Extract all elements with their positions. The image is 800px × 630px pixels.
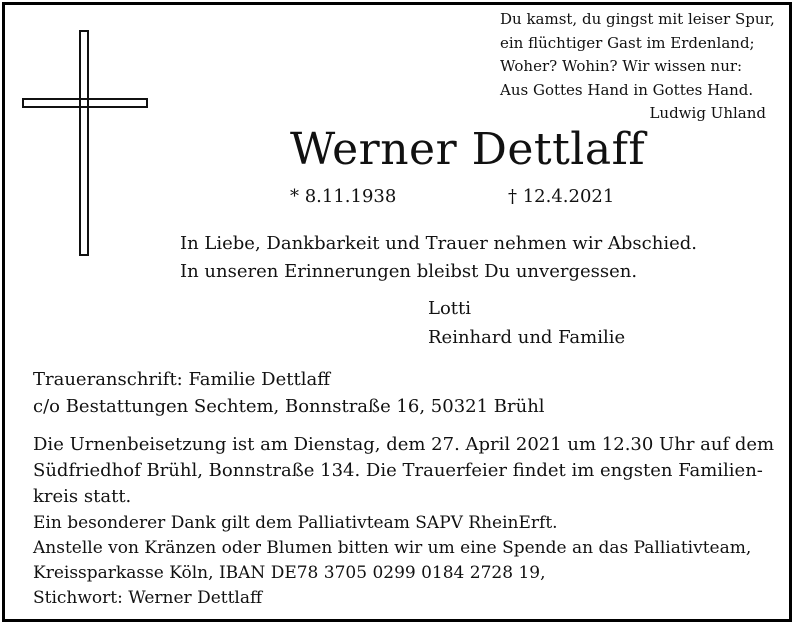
farewell-text	[180, 230, 697, 286]
ceremony-info	[33, 432, 774, 510]
mourning-address	[33, 366, 545, 420]
farewell-line: In unseren Erinnerungen bleibst Du unvergessen.	[180, 261, 638, 282]
ceremony-line: kreis statt.	[33, 486, 132, 507]
note-line: Kreissparkasse Köln, IBAN DE78 3705 0299 0184 2728 19,	[33, 563, 546, 583]
mourner-name: Reinhard und Familie	[428, 327, 626, 348]
poem-line: ein flüchtiger Gast im Erdenland;	[500, 33, 755, 52]
poem-line: Du kamst, du gingst mit leiser Spur,	[500, 10, 775, 28]
farewell-line: In Liebe, Dankbarkeit und Trauer nehmen wir Abschied.	[180, 233, 697, 254]
mourner-name: Lotti	[428, 298, 472, 319]
poem	[500, 8, 780, 126]
notes	[33, 511, 751, 611]
address-line: c/o Bestattungen Sechtem, Bonnstraße 16, 50321 Brühl	[33, 396, 545, 417]
ceremony-line: Die Urnenbeisetzung ist am Dienstag, dem 27. April 2021 um 12.30 Uhr auf dem	[33, 434, 775, 455]
poem-line: Woher? Wohin? Wir wissen nur:	[500, 57, 743, 75]
birth-date: * 8.11.1938	[290, 186, 397, 207]
deceased-name: Werner Dettlaff	[290, 124, 646, 175]
address-line: Traueranschrift: Familie Dettlaff	[33, 369, 331, 390]
note-line: Stichwort: Werner Dettlaff	[33, 588, 263, 608]
note-line: Anstelle von Kränzen oder Blumen bitten wir um eine Spende an das Palliativteam,	[33, 538, 752, 558]
death-date: † 12.4.2021	[508, 186, 615, 207]
cross-icon	[20, 28, 150, 258]
poem-author: Ludwig Uhland	[649, 104, 766, 122]
ceremony-line: Südfriedhof Brühl, Bonnstraße 134. Die Trauerfeier findet im engsten Familien-	[33, 460, 763, 481]
mourners	[428, 294, 625, 352]
note-line: Ein besonderer Dank gilt dem Palliativteam SAPV RheinErft.	[33, 513, 558, 533]
poem-line: Aus Gottes Hand in Gottes Hand.	[500, 80, 754, 99]
